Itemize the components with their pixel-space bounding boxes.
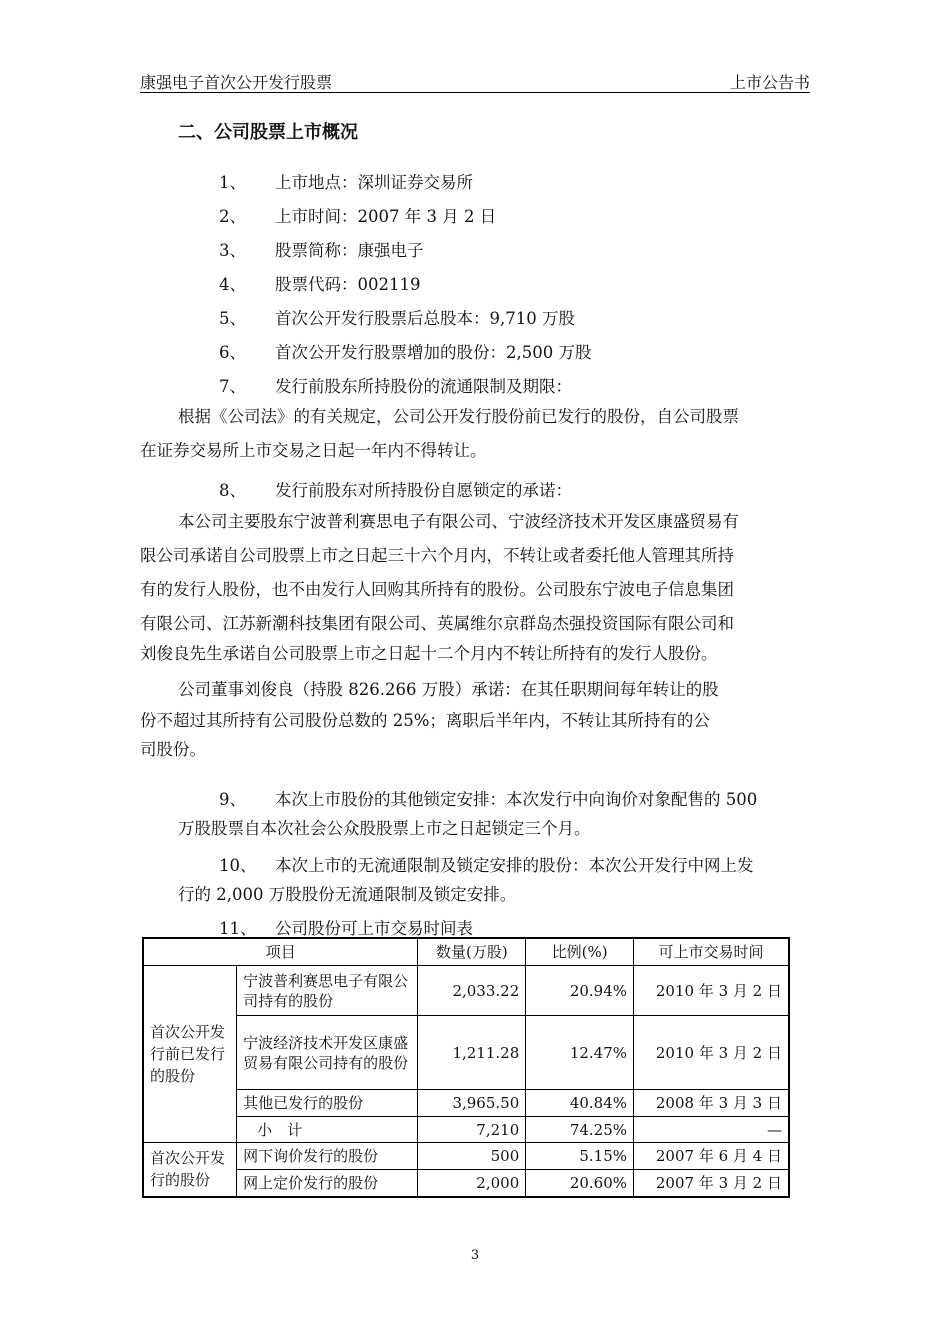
group-label: 首次公开发行前已发行的股份	[143, 966, 237, 1143]
list-item: 10、 本次上市的无流通限制及锁定安排的股份：本次公开发行中网上发	[219, 856, 754, 875]
list-item: 7、 发行前股东所持股份的流通限制及期限：	[219, 377, 572, 396]
list-item: 11、 公司股份可上市交易时间表	[219, 919, 473, 938]
table-row	[143, 1016, 789, 1090]
col-header-ratio: 比例(%)	[526, 938, 634, 966]
list-item: 1、 上市地点：深圳证券交易所	[219, 173, 473, 192]
cell-date: 2010 年 3 月 2 日	[634, 1016, 789, 1090]
cell-item: 宁波经济技术开发区康盛贸易有限公司持有的股份	[237, 1016, 418, 1090]
listing-schedule-table	[142, 937, 790, 1198]
paragraph-line: 司股份。	[140, 740, 206, 759]
cell-item: 小 计	[237, 1117, 418, 1143]
paragraph-line: 公司董事刘俊良（持股 826.266 万股）承诺：在其任职期间每年转让的股	[178, 680, 719, 699]
table-row	[143, 966, 789, 1016]
cell-pct: 20.60%	[526, 1170, 634, 1197]
paragraph-line: 刘俊良先生承诺自公司股票上市之日起十二个月内不转让所持有的发行人股份。	[140, 644, 718, 663]
list-item: 9、 本次上市股份的其他锁定安排：本次发行中向询价对象配售的 500	[219, 790, 758, 809]
paragraph-line: 限公司承诺自公司股票上市之日起三十六个月内，不转让或者委托他人管理其所持	[140, 546, 734, 565]
cell-qty: 3,965.50	[418, 1090, 526, 1117]
header-right: 上市公告书	[729, 73, 810, 92]
table-row	[143, 1090, 789, 1117]
cell-pct: 20.94%	[526, 966, 634, 1016]
table-row	[143, 1170, 789, 1197]
cell-date: 2007 年 3 月 2 日	[634, 1170, 789, 1197]
cell-date: 2007 年 6 月 4 日	[634, 1143, 789, 1170]
paragraph-line: 本公司主要股东宁波普利赛思电子有限公司、宁波经济技术开发区康盛贸易有	[178, 512, 739, 531]
section-title: 二、公司股票上市概况	[178, 122, 358, 143]
cell-date: 2008 年 3 月 3 日	[634, 1090, 789, 1117]
page-number: 3	[470, 1248, 480, 1263]
cell-item: 网下询价发行的股份	[237, 1143, 418, 1170]
paragraph-line: 有限公司、江苏新潮科技集团有限公司、英属维尔京群岛杰强投资国际有限公司和	[140, 614, 734, 633]
col-header-date: 可上市交易时间	[634, 938, 789, 966]
paragraph-line: 份不超过其所持有公司股份总数的 25%；离职后半年内，不转让其所持有的公	[140, 711, 710, 730]
cell-date: 2010 年 3 月 2 日	[634, 966, 789, 1016]
cell-pct: 74.25%	[526, 1117, 634, 1143]
cell-pct: 5.15%	[526, 1143, 634, 1170]
col-header-quantity: 数量(万股)	[418, 938, 526, 966]
cell-pct: 12.47%	[526, 1016, 634, 1090]
paragraph-line: 万股股票自本次社会公众股股票上市之日起锁定三个月。	[178, 819, 591, 838]
list-item: 3、 股票简称：康强电子	[219, 241, 424, 260]
paragraph-line: 根据《公司法》的有关规定，公司公开发行股份前已发行的股份，自公司股票	[178, 407, 739, 426]
list-item: 8、 发行前股东对所持股份自愿锁定的承诺：	[219, 481, 572, 500]
col-header-item: 项目	[143, 938, 418, 966]
header-left: 康强电子首次公开发行股票	[140, 73, 333, 92]
table-row	[143, 1143, 789, 1170]
cell-qty: 2,000	[418, 1170, 526, 1197]
cell-qty: 1,211.28	[418, 1016, 526, 1090]
cell-qty: 2,033.22	[418, 966, 526, 1016]
group-label: 首次公开发行的股份	[143, 1143, 237, 1197]
paragraph-line: 有的发行人股份，也不由发行人回购其所持有的股份。公司股东宁波电子信息集团	[140, 580, 734, 599]
cell-item: 宁波普利赛思电子有限公司持有的股份	[237, 966, 418, 1016]
cell-pct: 40.84%	[526, 1090, 634, 1117]
header-rule	[140, 92, 810, 93]
cell-item: 其他已发行的股份	[237, 1090, 418, 1117]
cell-qty: 500	[418, 1143, 526, 1170]
cell-qty: 7,210	[418, 1117, 526, 1143]
list-item: 2、 上市时间：2007 年 3 月 2 日	[219, 207, 497, 226]
list-item: 6、 首次公开发行股票增加的股份：2,500 万股	[219, 343, 592, 362]
cell-date: —	[634, 1117, 789, 1143]
table-row	[143, 1117, 789, 1143]
list-item: 5、 首次公开发行股票后总股本：9,710 万股	[219, 309, 575, 328]
paragraph-line: 在证券交易所上市交易之日起一年内不得转让。	[140, 441, 487, 460]
table-header-row	[143, 938, 789, 966]
cell-item: 网上定价发行的股份	[237, 1170, 418, 1197]
list-item: 4、 股票代码：002119	[219, 275, 421, 294]
paragraph-line: 行的 2,000 万股股份无流通限制及锁定安排。	[178, 885, 517, 904]
